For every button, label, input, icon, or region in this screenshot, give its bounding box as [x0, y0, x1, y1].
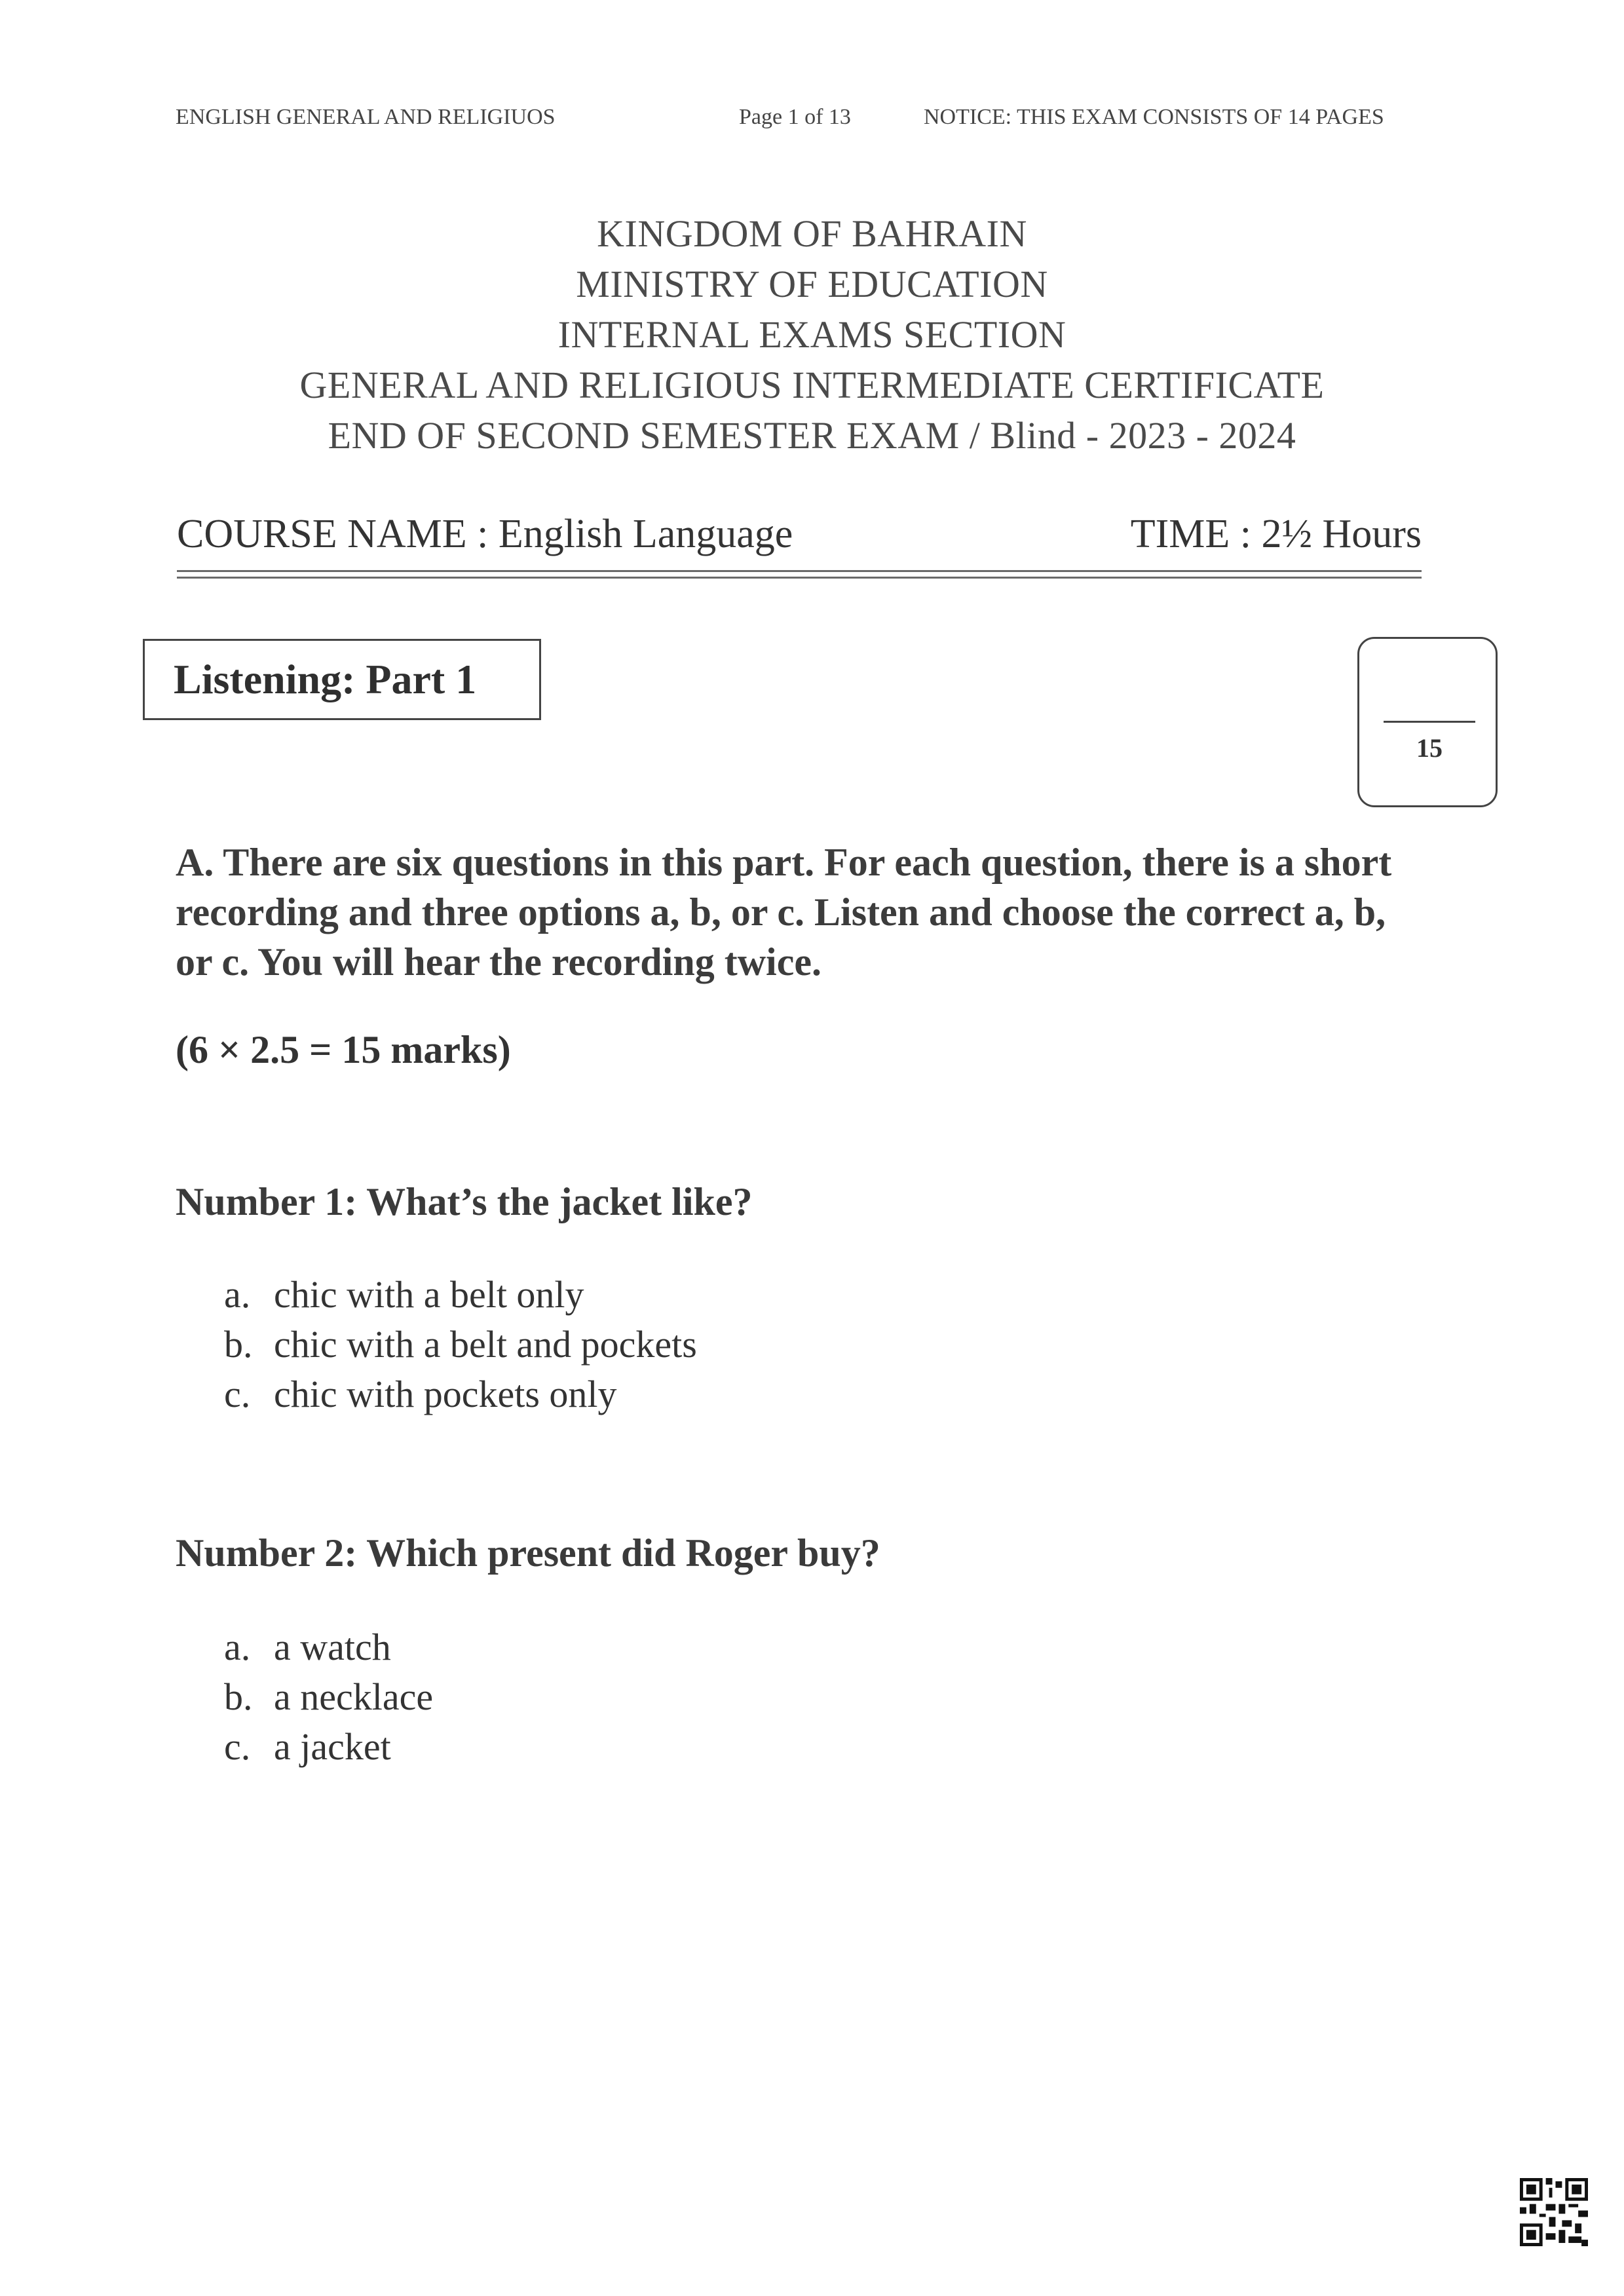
- page-count-notice: NOTICE: THIS EXAM CONSISTS OF 14 PAGES: [924, 105, 1384, 129]
- page-number: Page 1 of 13: [739, 105, 851, 129]
- divider: [177, 577, 1422, 579]
- option-label: a.: [224, 1273, 251, 1316]
- question-2-option-b: [224, 1675, 433, 1719]
- option-label: b.: [224, 1323, 253, 1366]
- qr-code-icon: [1520, 2178, 1588, 2246]
- question-2-option-a: [224, 1625, 391, 1669]
- question-1-option-a: [224, 1272, 584, 1316]
- option-text: a jacket: [274, 1725, 391, 1768]
- option-text: chic with pockets only: [274, 1373, 617, 1415]
- score-line: [1384, 721, 1475, 723]
- section-title: Listening: Part 1: [174, 656, 477, 702]
- title-line-exam: END OF SECOND SEMESTER EXAM / Blind - 2023 - 2024: [328, 414, 1296, 457]
- marks: (6 × 2.5 = 15 marks): [176, 1028, 511, 1071]
- option-text: a watch: [274, 1626, 391, 1668]
- divider: [177, 570, 1422, 572]
- exam-title-block: [0, 208, 1624, 461]
- option-label: c.: [224, 1373, 251, 1415]
- header-course-label: ENGLISH GENERAL AND RELIGIUOS: [176, 105, 556, 129]
- question-2-option-c: [224, 1725, 391, 1769]
- title-line-ministry: MINISTRY OF EDUCATION: [576, 263, 1048, 305]
- course-name: COURSE NAME : English Language: [177, 512, 793, 556]
- option-text: a necklace: [274, 1675, 434, 1718]
- question-1-option-b: [224, 1322, 697, 1366]
- question-1-option-c: [224, 1372, 617, 1416]
- option-text: chic with a belt only: [274, 1273, 584, 1316]
- option-label: c.: [224, 1725, 251, 1768]
- title-line-section: INTERNAL EXAMS SECTION: [557, 313, 1067, 356]
- instructions: A. There are six questions in this part. For each question, there is a short recording and three options a, b, or c. Listen and choose the correct a, b, or c. You will hear the recording twice.: [176, 841, 1392, 984]
- course-row: [177, 511, 1422, 558]
- score-total: 15: [1416, 733, 1443, 763]
- option-label: b.: [224, 1675, 253, 1718]
- section-title-box: [143, 639, 541, 720]
- title-line-kingdom: KINGDOM OF BAHRAIN: [597, 212, 1027, 255]
- question-2-title: Number 2: Which present did Roger buy?: [176, 1531, 880, 1575]
- question-1-title: Number 1: What’s the jacket like?: [176, 1180, 753, 1223]
- option-label: a.: [224, 1626, 251, 1668]
- exam-time: TIME : 2½ Hours: [1130, 512, 1422, 556]
- option-text: chic with a belt and pockets: [274, 1323, 697, 1366]
- title-line-certificate: GENERAL AND RELIGIOUS INTERMEDIATE CERTIFICATE: [299, 364, 1325, 406]
